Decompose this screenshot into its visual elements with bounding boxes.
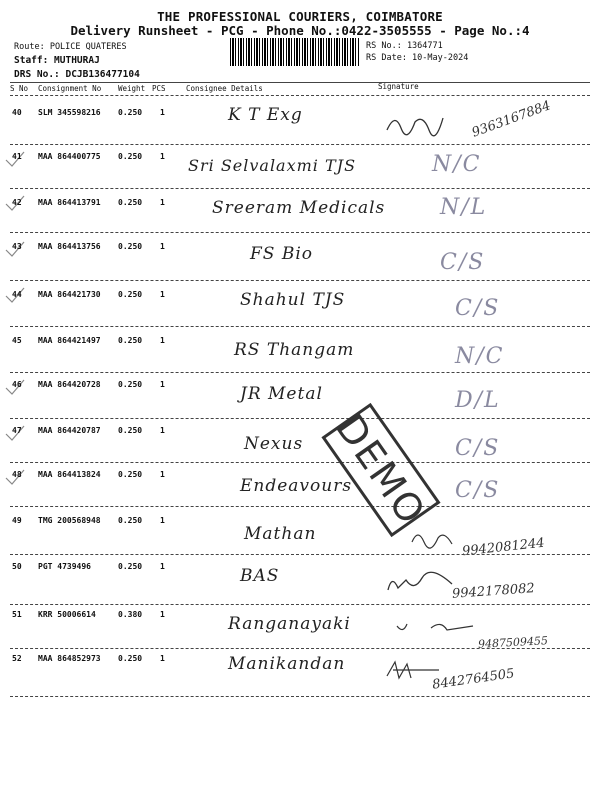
row-divider <box>10 232 590 233</box>
row-sno: 45 <box>12 336 22 345</box>
row-weight: 0.250 <box>118 426 143 435</box>
row-signature-status: N/L <box>440 195 488 220</box>
row-weight: 0.380 <box>118 610 143 619</box>
row-divider <box>10 326 590 327</box>
row-sno: 46 <box>12 380 22 389</box>
row-consignee: Sri Selvalaxmi TJS <box>188 156 357 175</box>
runsheet-title: Delivery Runsheet - PCG - Phone No.:0422-3505555 - Page No.:4 <box>70 23 530 38</box>
row-signature-status: C/S <box>455 296 501 321</box>
row-consignment: MAA 864413824 <box>38 470 101 479</box>
row-signature-status: D/L <box>455 388 501 413</box>
row-divider <box>10 604 590 605</box>
row-consignee: Manikandan <box>228 654 346 674</box>
row-weight: 0.250 <box>118 562 143 571</box>
row-sno: 52 <box>12 654 22 663</box>
row-divider <box>10 696 590 697</box>
row-consignee: Endeavours <box>240 476 353 496</box>
signature-scribble-icon <box>385 108 445 138</box>
row-weight: 0.250 <box>118 654 143 663</box>
row-pcs: 1 <box>160 336 165 345</box>
row-divider <box>10 506 590 507</box>
row-consignee: Mathan <box>244 524 317 544</box>
row-pcs: 1 <box>160 198 165 207</box>
route-label: Route: POLICE QUATERES <box>14 42 127 52</box>
row-pcs: 1 <box>160 470 165 479</box>
row-consignment: MAA 864420787 <box>38 426 101 435</box>
row-pcs: 1 <box>160 290 165 299</box>
staff-label: Staff: MUTHURAJ <box>14 55 100 66</box>
row-consignment: MAA 864413756 <box>38 242 101 251</box>
row-sno: 51 <box>12 610 22 619</box>
row-signature-number: 9942081244 <box>461 535 546 560</box>
row-pcs: 1 <box>160 426 165 435</box>
row-weight: 0.250 <box>118 516 143 525</box>
row-divider <box>10 372 590 373</box>
row-consignment: MAA 864413791 <box>38 198 101 207</box>
row-consignment: MAA 864421497 <box>38 336 101 345</box>
row-signature-status: C/S <box>440 250 486 275</box>
row-divider <box>10 144 590 145</box>
row-consignee: Sreeram Medicals <box>212 198 386 218</box>
row-signature-status: C/S <box>455 478 501 503</box>
row-signature-number: 9363167884 <box>469 98 553 141</box>
row-pcs: 1 <box>160 152 165 161</box>
row-divider <box>10 554 590 555</box>
row-pcs: 1 <box>160 242 165 251</box>
company-title: THE PROFESSIONAL COURIERS, COIMBATORE <box>157 9 443 24</box>
row-pcs: 1 <box>160 610 165 619</box>
row-sno: 40 <box>12 108 22 117</box>
row-consignment: MAA 864421730 <box>38 290 101 299</box>
row-consignee: Ranganayaki <box>228 614 351 634</box>
row-consignee: Nexus <box>244 434 304 454</box>
row-sno: 47 <box>12 426 22 435</box>
row-consignee: BAS <box>240 566 280 586</box>
row-sno: 48 <box>12 470 22 479</box>
row-pcs: 1 <box>160 516 165 525</box>
row-consignment: SLM 345598216 <box>38 108 101 117</box>
row-consignee: Shahul TJS <box>240 290 346 310</box>
row-weight: 0.250 <box>118 198 143 207</box>
row-pcs: 1 <box>160 108 165 117</box>
header-rule-top <box>10 82 590 83</box>
row-sno: 42 <box>12 198 22 207</box>
row-weight: 0.250 <box>118 290 143 299</box>
row-signature-number: 9942178082 <box>451 581 536 602</box>
signature-scribble-icon <box>395 618 475 638</box>
row-weight: 0.250 <box>118 108 143 117</box>
row-signature-status: N/C <box>455 344 505 369</box>
row-consignment: KRR 50006614 <box>38 610 96 619</box>
row-divider <box>10 280 590 281</box>
row-consignee: FS Bio <box>250 244 314 264</box>
demo-stamp: DEMO <box>321 403 440 537</box>
signature-scribble-icon <box>386 570 456 596</box>
row-pcs: 1 <box>160 562 165 571</box>
row-consignment: TMG 200568948 <box>38 516 101 525</box>
col-consignment: Consignment No <box>38 84 102 93</box>
row-sno: 43 <box>12 242 22 251</box>
col-consignee: Consignee Details <box>186 84 263 93</box>
row-weight: 0.250 <box>118 336 143 345</box>
col-signature: Signature <box>378 82 419 91</box>
row-signature-number: 9487509455 <box>477 634 549 651</box>
row-weight: 0.250 <box>118 152 143 161</box>
rs-date: RS Date: 10-May-2024 <box>366 53 469 63</box>
row-consignee: K T Exg <box>228 105 303 125</box>
row-pcs: 1 <box>160 380 165 389</box>
row-pcs: 1 <box>160 654 165 663</box>
col-sno: S No <box>10 84 29 93</box>
row-consignee: RS Thangam <box>234 340 355 360</box>
signature-scribble-icon <box>410 526 454 550</box>
row-sno: 44 <box>12 290 22 299</box>
col-pcs: PCS <box>152 84 166 93</box>
row-signature-status: C/S <box>455 436 501 461</box>
row-signature-number: 8442764505 <box>431 666 516 693</box>
row-weight: 0.250 <box>118 242 143 251</box>
row-sno: 50 <box>12 562 22 571</box>
header-rule-bottom <box>10 95 590 96</box>
row-signature-status: N/C <box>432 152 482 177</box>
row-consignment: MAA 864400775 <box>38 152 101 161</box>
row-consignee: JR Metal <box>240 384 323 404</box>
col-weight: Weight <box>118 84 146 93</box>
row-divider <box>10 462 590 463</box>
barcode-icon <box>230 38 360 66</box>
row-consignment: MAA 864852973 <box>38 654 101 663</box>
row-divider <box>10 418 590 419</box>
row-sno: 49 <box>12 516 22 525</box>
row-divider <box>10 188 590 189</box>
row-sno: 41 <box>12 152 22 161</box>
row-consignment: MAA 864420728 <box>38 380 101 389</box>
drs-number: DRS No.: DCJB136477104 <box>14 69 140 80</box>
row-divider <box>10 648 590 649</box>
row-consignment: PGT 4739496 <box>38 562 91 571</box>
row-weight: 0.250 <box>118 470 143 479</box>
rs-number: RS No.: 1364771 <box>366 41 443 51</box>
row-weight: 0.250 <box>118 380 143 389</box>
